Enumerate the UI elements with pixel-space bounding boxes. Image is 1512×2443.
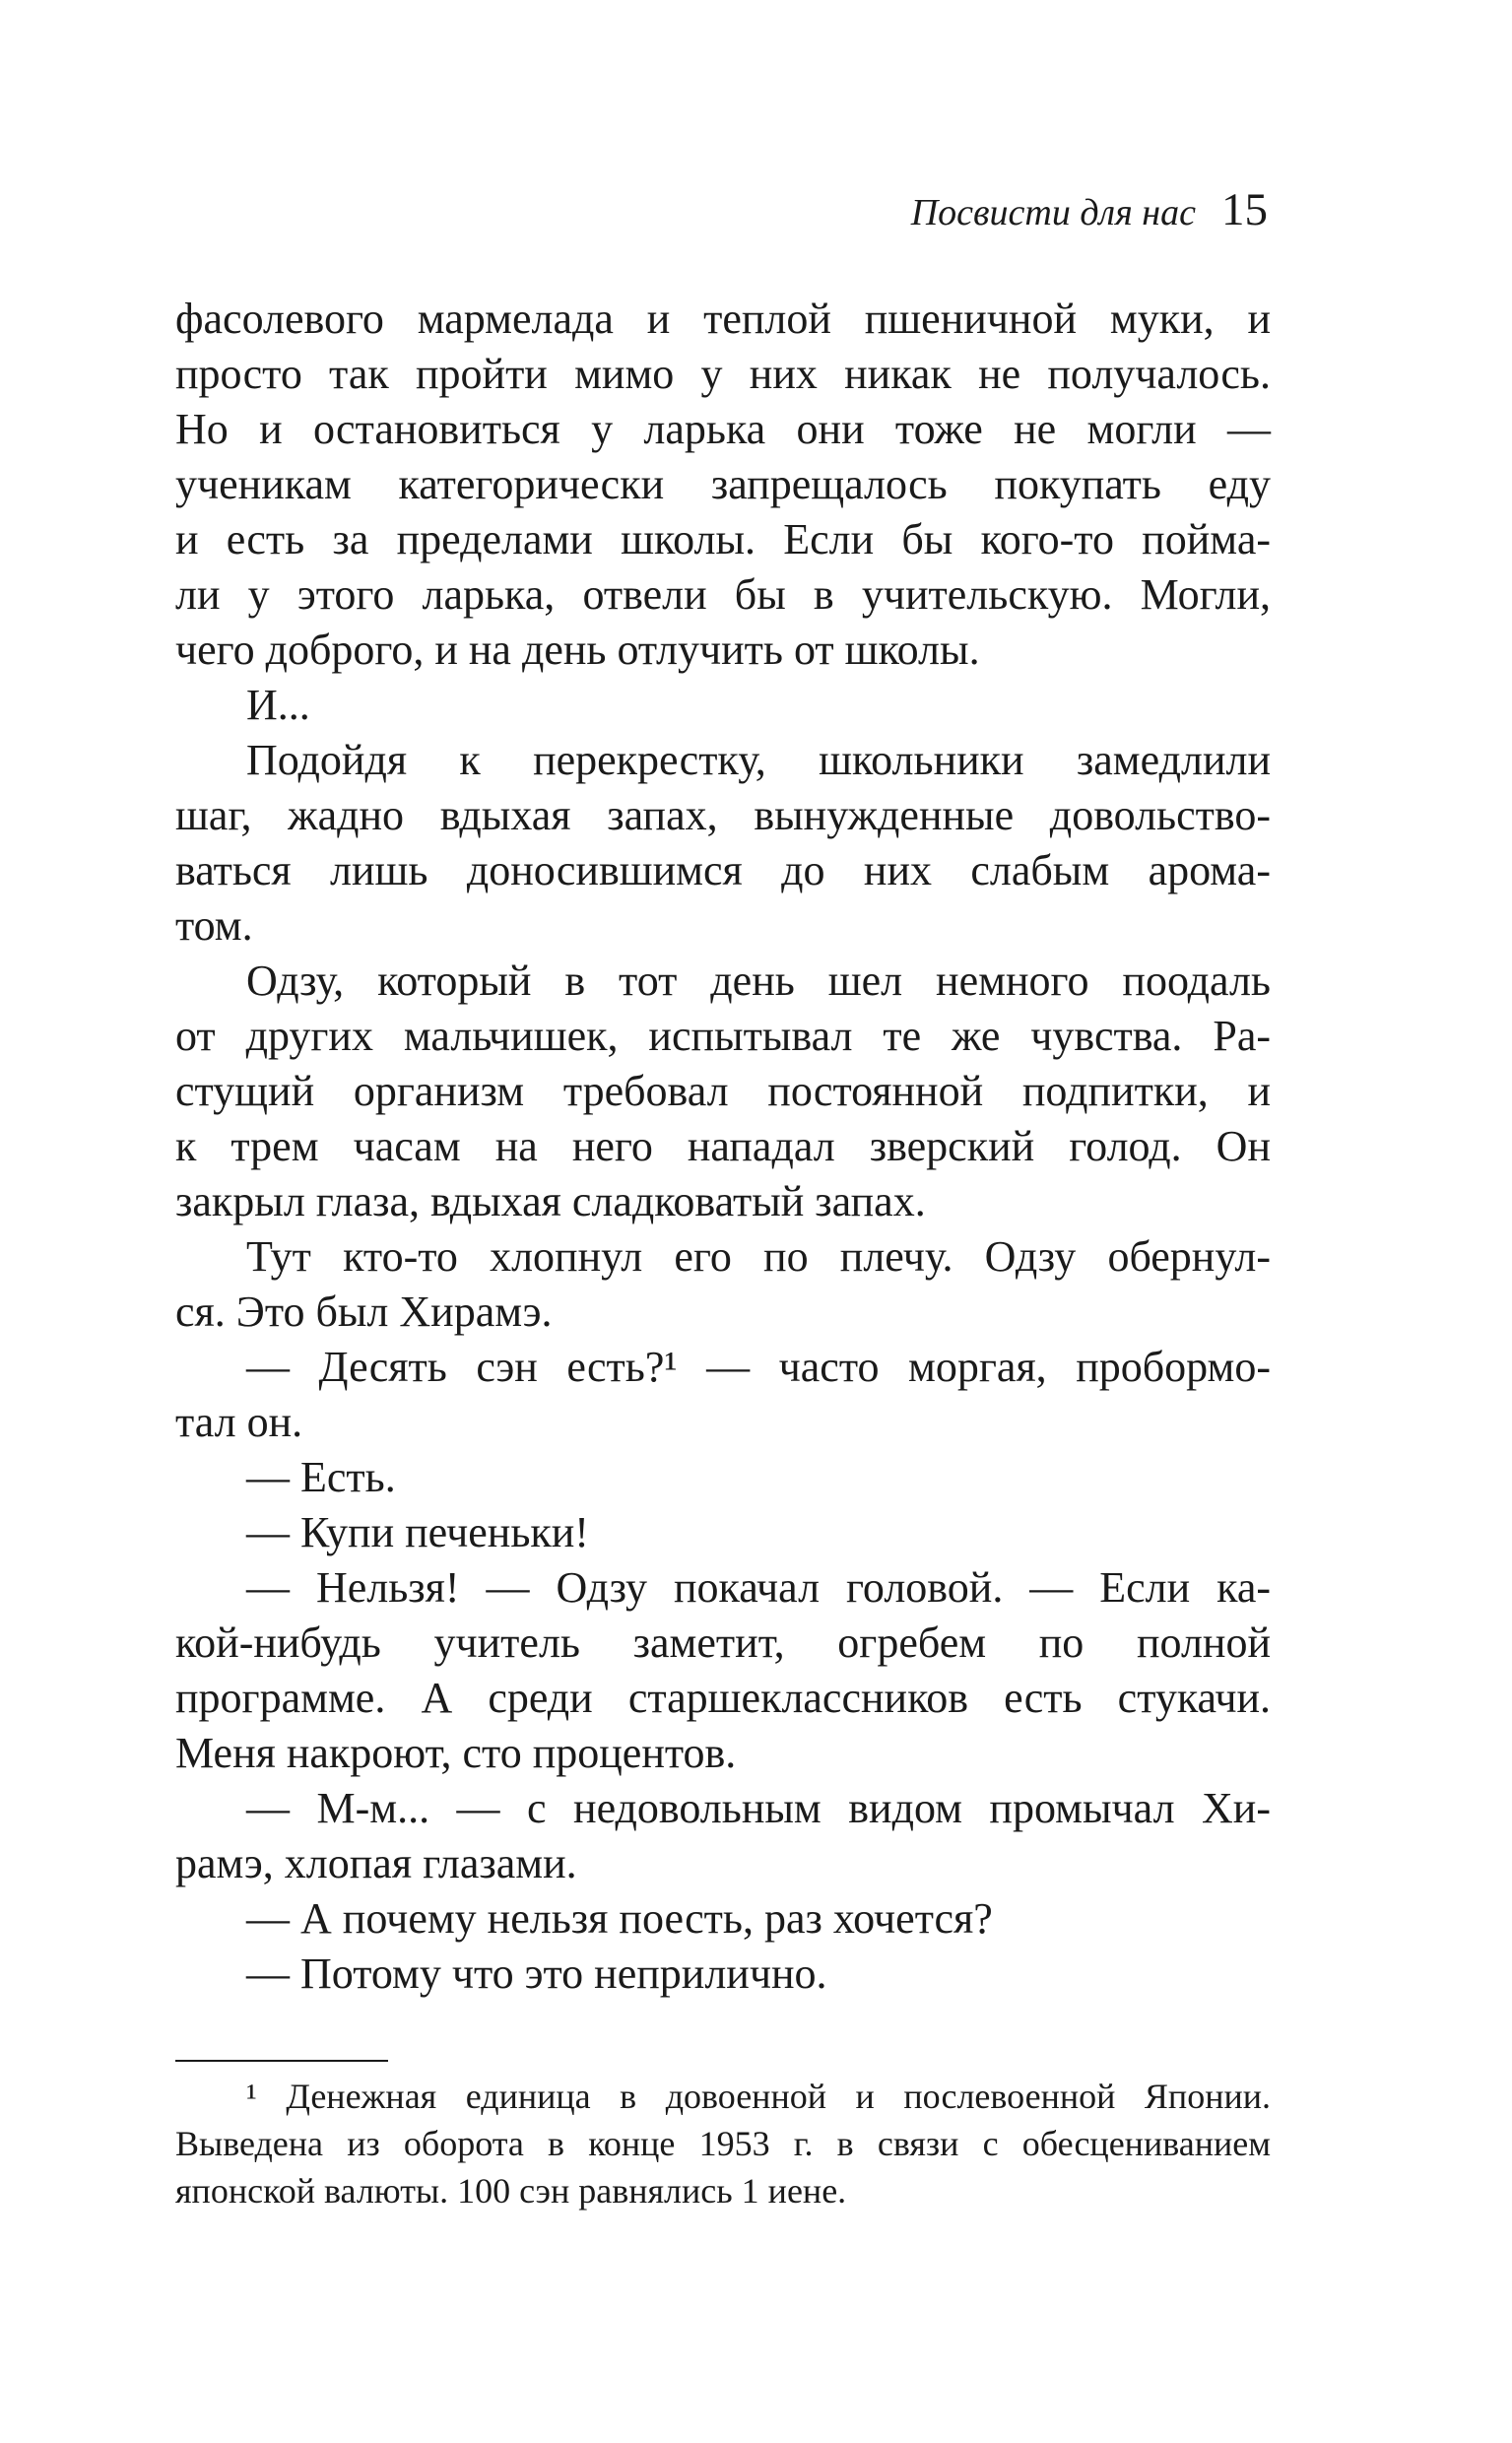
body-text (175, 292, 1271, 2002)
text-line: стущий организм требовал постоянной подпитки, и (175, 1067, 1271, 1115)
text-line: Одзу, который в тот день шел немного поодаль (246, 957, 1271, 1005)
footnote-rule (175, 2060, 388, 2062)
text-line: И... (246, 681, 310, 729)
footnote (175, 2073, 1271, 2214)
text-line: от других мальчишек, испытывал те же чувства. Ра- (175, 1012, 1271, 1060)
text-line: и есть за пределами школы. Если бы кого-то пойма- (175, 515, 1271, 563)
text-line: — Десять сэн есть?¹ — часто моргая, пробормо- (246, 1343, 1271, 1391)
footnote-line: японской валюты. 100 сэн равнялись 1 иене. (175, 2171, 847, 2211)
text-line: закрыл глаза, вдыхая сладковатый запах. (175, 1177, 926, 1225)
text-line: просто так пройти мимо у них никак не получалось. (175, 350, 1271, 398)
text-line: — М-м... — с недовольным видом промычал Хи- (246, 1784, 1271, 1832)
page-number: 15 (1221, 184, 1268, 235)
text-line: — Есть. (246, 1453, 396, 1501)
text-line: фасолевого мармелада и теплой пшеничной муки, и (175, 295, 1271, 343)
text-line: ученикам категорически запрещалось покупать еду (175, 460, 1271, 508)
text-line: к трем часам на него нападал зверский голод. Он (175, 1122, 1271, 1170)
running-head (911, 183, 1268, 236)
text-line: — Нельзя! — Одзу покачал головой. — Если ка- (246, 1563, 1271, 1612)
text-line: кой-нибудь учитель заметит, огребем по полной (175, 1618, 1271, 1667)
text-line: программе. А среди старшеклассников есть стукачи. (175, 1674, 1271, 1722)
text-line: ся. Это был Хирамэ. (175, 1288, 553, 1336)
text-line: ваться лишь доносившимся до них слабым арома- (175, 846, 1271, 894)
text-line: — Купи печеньки! (246, 1508, 589, 1556)
text-line: тал он. (175, 1398, 303, 1446)
running-title: Посвисти для нас (910, 192, 1196, 233)
text-line: рамэ, хлопая глазами. (175, 1839, 577, 1887)
text-line: — Потому что это неприлично. (246, 1949, 827, 1998)
text-line: — А почему нельзя поесть, раз хочется? (246, 1894, 993, 1943)
footnote-line: ¹ Денежная единица в довоенной и послевоенной Японии. (246, 2077, 1271, 2116)
footnote-line: Выведена из оборота в конце 1953 г. в связи с обесцениванием (175, 2124, 1271, 2163)
text-line: том. (175, 901, 253, 950)
text-line: Меня накроют, сто процентов. (175, 1729, 737, 1777)
text-line: Подойдя к перекрестку, школьники замедлили (246, 736, 1271, 784)
text-line: шаг, жадно вдыхая запах, вынужденные довольство- (175, 791, 1271, 839)
text-line: ли у этого ларька, отвели бы в учительскую. Могли, (175, 570, 1271, 619)
text-line: чего доброго, и на день отлучить от школы. (175, 626, 980, 674)
text-line: Тут кто-то хлопнул его по плечу. Одзу обернул- (246, 1232, 1271, 1281)
text-line: Но и остановиться у ларька они тоже не могли — (175, 405, 1271, 453)
